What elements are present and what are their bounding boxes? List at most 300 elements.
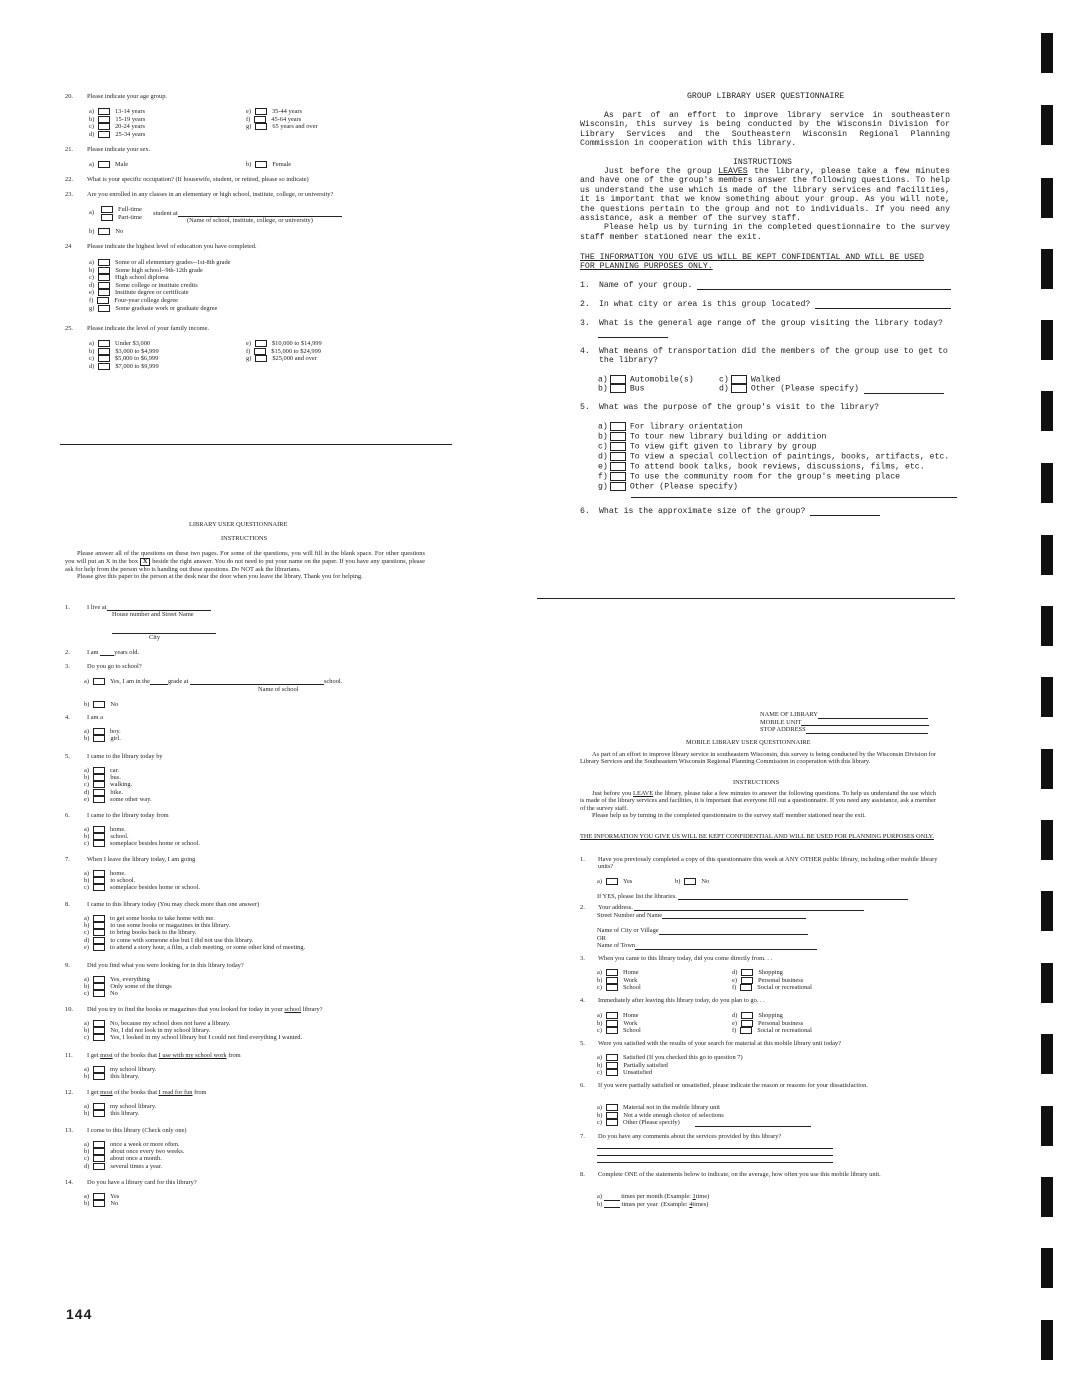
option-label: this library. xyxy=(110,1110,140,1118)
checkbox[interactable] xyxy=(606,878,618,885)
checkbox[interactable] xyxy=(98,108,110,115)
option-letter: a) xyxy=(84,976,89,983)
checkbox[interactable] xyxy=(606,1020,618,1027)
option-letter: b) xyxy=(84,774,90,782)
mobile-title: MOBILE LIBRARY USER QUESTIONNAIRE xyxy=(686,739,811,746)
bl-q3-no: b) No xyxy=(84,701,119,708)
checkbox[interactable] xyxy=(98,116,110,123)
option-row xyxy=(89,289,231,297)
question-text: library? xyxy=(302,1006,323,1013)
option-letter: c) xyxy=(597,1069,602,1077)
question-text: I read for fun xyxy=(158,1089,193,1096)
checkbox[interactable] xyxy=(254,116,266,123)
checkbox[interactable] xyxy=(741,969,753,976)
registration-mark xyxy=(1041,677,1053,717)
checkbox[interactable] xyxy=(93,774,105,781)
option-label: someplace besides home or school. xyxy=(109,884,200,892)
fill-line[interactable] xyxy=(864,393,944,394)
checkbox[interactable] xyxy=(93,1027,105,1034)
checkbox[interactable] xyxy=(610,432,626,441)
checkbox[interactable] xyxy=(93,833,105,840)
option-label: To view gift given to library by group xyxy=(629,442,817,452)
checkbox[interactable] xyxy=(731,384,747,393)
checkbox[interactable] xyxy=(606,1112,618,1119)
checkbox[interactable] xyxy=(93,1066,105,1073)
checkbox[interactable] xyxy=(93,937,105,944)
question-text: I am a xyxy=(87,714,103,721)
checkbox[interactable] xyxy=(98,363,110,370)
checkbox[interactable] xyxy=(741,1012,753,1019)
option-letter: a) xyxy=(597,1054,602,1061)
checkbox[interactable] xyxy=(93,990,105,997)
checkbox[interactable] xyxy=(93,767,105,774)
checkbox[interactable] xyxy=(98,259,110,266)
option-label: Shopping xyxy=(758,1012,783,1019)
registration-mark xyxy=(1041,320,1053,360)
question-text: school xyxy=(284,1006,302,1013)
street-note: House number and Street Name xyxy=(112,611,194,618)
checkbox[interactable] xyxy=(606,1012,618,1019)
checkbox[interactable] xyxy=(606,1069,618,1076)
option-letter: c) xyxy=(84,884,89,892)
checkbox[interactable] xyxy=(606,1104,618,1111)
checkbox[interactable] xyxy=(606,1054,618,1061)
option-row xyxy=(732,1027,812,1035)
option-letter: a) xyxy=(598,422,608,432)
option-row xyxy=(732,1020,812,1028)
question-22: 22. What is your specific occupation? (If housewife, student, or retired, please so indicate) xyxy=(65,176,309,183)
option-letter: a) xyxy=(597,969,602,976)
checkbox[interactable] xyxy=(93,1020,105,1027)
checkbox[interactable] xyxy=(610,384,626,393)
question-text: I came to the library today by xyxy=(87,753,163,760)
mobile-q3-right xyxy=(732,969,812,992)
option-label: to get some books to take home with me. xyxy=(109,915,215,922)
checkbox[interactable] xyxy=(98,282,110,289)
checkbox[interactable] xyxy=(610,375,626,384)
checkbox[interactable] xyxy=(98,289,110,296)
checkbox[interactable] xyxy=(93,929,105,936)
option-row xyxy=(84,826,200,833)
option-label: Social or recreational xyxy=(757,1027,812,1035)
option-letter: b) xyxy=(597,1061,603,1069)
option-label: this library. xyxy=(110,1073,140,1081)
registration-mark xyxy=(1041,1034,1053,1074)
city-note: City xyxy=(149,634,161,641)
checkbox[interactable] xyxy=(93,701,105,708)
option-label: Shopping xyxy=(758,969,783,976)
registration-mark xyxy=(1041,33,1053,73)
checkbox[interactable] xyxy=(740,984,752,991)
registration-mark xyxy=(1041,891,1053,931)
mobile-q7: 7. Do you have any comments about the services provided by this library? xyxy=(580,1133,782,1140)
option-row xyxy=(598,442,949,452)
question-text: of the books that xyxy=(114,1089,157,1096)
checkbox[interactable] xyxy=(684,878,696,885)
registration-mark xyxy=(1041,606,1053,646)
mobile-header-fields: NAME OF LIBRARY MOBILE UNIT STOP ADDRESS xyxy=(760,711,929,734)
bl-question-6 xyxy=(65,812,169,819)
bl-q7-options xyxy=(84,870,200,892)
checkbox[interactable] xyxy=(93,1163,105,1170)
checkbox[interactable] xyxy=(610,462,626,471)
option-letter: b) xyxy=(597,976,603,984)
checkbox[interactable] xyxy=(98,305,110,312)
checkbox[interactable] xyxy=(610,422,626,431)
checkbox[interactable] xyxy=(93,1073,105,1080)
option-row xyxy=(598,482,949,492)
bl-question-8 xyxy=(65,901,259,908)
fill-line[interactable] xyxy=(662,918,806,919)
group-q4-b: b) Bus xyxy=(598,384,645,394)
option-row xyxy=(597,1012,641,1020)
option-row xyxy=(598,472,949,482)
option-label: No, I did not look in my school library. xyxy=(110,1027,211,1035)
comment-line[interactable] xyxy=(597,1148,833,1149)
checkbox[interactable] xyxy=(93,1200,105,1207)
group-title: GROUP LIBRARY USER QUESTIONNAIRE xyxy=(687,92,845,101)
checkbox[interactable] xyxy=(610,482,626,491)
option-row xyxy=(84,1155,184,1162)
question-text: I came to this library today (You may check more than one answer) xyxy=(87,901,260,908)
option-label: No xyxy=(110,1200,119,1208)
registration-mark xyxy=(1041,178,1053,218)
option-letter: e) xyxy=(598,462,608,472)
fill-line[interactable] xyxy=(659,934,808,935)
option-row xyxy=(84,929,305,936)
registration-mark xyxy=(1041,820,1053,860)
option-letter: b) xyxy=(84,833,90,841)
checkbox[interactable] xyxy=(93,944,105,951)
question-21: 21. Please indicate your sex. xyxy=(65,146,151,153)
question-text: most xyxy=(100,1089,113,1096)
option-row xyxy=(84,833,200,840)
mobile-q1: 1. Have you previously completed a copy of this questionnaire this week at ANY OTHER public library, including other mobile library units? xyxy=(580,856,938,871)
checkbox[interactable] xyxy=(93,922,105,929)
option-row xyxy=(84,774,152,781)
option-letter: a) xyxy=(597,1104,602,1111)
mobile-q6-options xyxy=(597,1104,724,1127)
option-row xyxy=(84,1027,302,1034)
option-label: girl. xyxy=(110,735,121,743)
checkbox[interactable] xyxy=(98,267,110,274)
group-confidential: THE INFORMATION YOU GIVE US WILL BE KEPT CONFIDENTIAL AND WILL BE USED FOR PLANNING PURPOSES ONLY. xyxy=(580,253,924,272)
registration-mark xyxy=(1041,1320,1053,1360)
option-row xyxy=(84,1034,302,1041)
option-row xyxy=(84,789,152,796)
option-letter: g) xyxy=(598,483,608,493)
fill-line[interactable] xyxy=(806,733,928,734)
section-divider xyxy=(537,598,955,599)
question-number: 13. xyxy=(65,1127,73,1134)
option-label: to attend a story hour, a film, a club meeting, or some other kind of meeting. xyxy=(109,943,306,951)
checkbox[interactable] xyxy=(610,452,626,461)
option-letter: c) xyxy=(84,781,89,789)
checkbox[interactable] xyxy=(93,678,105,685)
mobile-q5-options xyxy=(597,1054,743,1077)
checkbox[interactable] xyxy=(93,983,105,990)
option-row xyxy=(84,781,152,788)
comment-line[interactable] xyxy=(597,1155,833,1156)
checkbox[interactable] xyxy=(93,728,105,735)
checkbox[interactable] xyxy=(93,976,105,983)
option-letter: b) xyxy=(84,1110,90,1118)
option-row xyxy=(84,1148,184,1155)
checkbox[interactable] xyxy=(606,1119,618,1126)
mobile-q1-yes: a) Yes xyxy=(597,878,633,885)
fill-line[interactable] xyxy=(697,289,951,290)
group-q4-c: c) Walked xyxy=(719,375,781,385)
option-row xyxy=(84,976,172,983)
fill-line[interactable] xyxy=(634,910,864,911)
checkbox[interactable] xyxy=(610,472,626,481)
checkbox[interactable] xyxy=(93,884,105,891)
option-label: To attend book talks, book reviews, discussions, films, etc. xyxy=(629,462,925,472)
option-letter: c) xyxy=(84,840,89,848)
option-label: High school diploma xyxy=(114,274,169,282)
option-label: to come with someone else but I did not use this library. xyxy=(110,936,254,944)
fill-line[interactable] xyxy=(604,1207,620,1208)
option-label: about once every two weeks. xyxy=(110,1148,185,1156)
option-letter: a) xyxy=(84,1193,89,1200)
option-label: home. xyxy=(109,870,126,877)
checkbox[interactable] xyxy=(93,1141,105,1148)
option-letter: d) xyxy=(598,452,608,462)
mobile-q2-street: Street Number and Name xyxy=(597,912,806,919)
bl-q5-options xyxy=(84,767,152,803)
checkbox[interactable] xyxy=(606,1027,618,1034)
question-number: 12. xyxy=(65,1089,73,1096)
option-letter: e) xyxy=(89,289,94,297)
option-letter: a) xyxy=(84,1020,89,1027)
option-letter: b) xyxy=(84,735,90,743)
question-number: 11. xyxy=(65,1052,73,1059)
city-line[interactable] xyxy=(112,633,216,634)
option-letter: c) xyxy=(84,990,89,998)
checkbox[interactable] xyxy=(741,977,753,984)
question-text: When I leave the library today, I am going xyxy=(87,856,196,863)
checkbox[interactable] xyxy=(93,915,105,922)
checkbox[interactable] xyxy=(93,1034,105,1041)
option-row xyxy=(84,1141,184,1148)
mobile-q8: 8. Complete ONE of the statements below to indicate, on the average, how often you use this mobile library unit. xyxy=(580,1171,881,1178)
option-letter: d) xyxy=(84,1162,90,1170)
option-label: bike. xyxy=(110,788,123,796)
option-letter: b) xyxy=(84,983,90,991)
option-row xyxy=(84,1066,156,1073)
option-row xyxy=(84,796,152,803)
bl-question-12 xyxy=(65,1089,207,1096)
question-text: I get xyxy=(87,1052,99,1059)
option-label: No xyxy=(109,990,118,998)
option-label: boy. xyxy=(109,728,121,735)
question-text: of the books that xyxy=(114,1052,157,1059)
option-letter: b) xyxy=(597,1111,603,1119)
checkbox[interactable] xyxy=(93,870,105,877)
option-label: Other (Please specify) xyxy=(622,1119,680,1127)
mobile-instructions: Just before you LEAVE the library, please take a few minutes to answer the following questions. To help us understand the use which is made of the library services and facilities, it is important that everyone fill out a questionnaire. If you need any assistance, ask a member of the survey staff. Please help us by turning in the completed questionnaire to the survey staff member stationed near the exit. xyxy=(580,790,936,820)
checkbox[interactable] xyxy=(98,355,110,362)
fill-line[interactable] xyxy=(810,515,880,516)
q25-options-left: a) Under $3,000 b) $3,000 to $4,999 c) $5,000 to $6,999 d) $7,000 to $9,999 xyxy=(89,340,159,370)
fill-line[interactable] xyxy=(631,497,957,498)
checkbox[interactable] xyxy=(740,1027,752,1034)
checkbox[interactable] xyxy=(610,442,626,451)
option-letter: b) xyxy=(597,1019,603,1027)
checkbox[interactable] xyxy=(93,1103,105,1110)
fill-line[interactable] xyxy=(815,308,951,309)
option-letter: d) xyxy=(84,936,90,944)
option-label: Partially satisfied xyxy=(623,1061,668,1069)
checkbox[interactable] xyxy=(606,969,618,976)
option-row xyxy=(732,984,812,992)
option-row xyxy=(89,259,231,267)
checkbox[interactable] xyxy=(101,214,113,221)
registration-mark xyxy=(1041,749,1053,789)
checkbox[interactable] xyxy=(93,789,105,796)
option-label: Yes, everything xyxy=(109,976,150,983)
question-text: I get xyxy=(87,1089,99,1096)
checkbox[interactable] xyxy=(254,348,266,355)
q24-options xyxy=(89,259,231,312)
question-text: I use with my school work xyxy=(158,1052,227,1059)
checkbox[interactable] xyxy=(93,735,105,742)
q23-option-a: a) Full-time Part-time xyxy=(89,206,142,221)
question-24: 24 Please indicate the highest level of education you have completed. xyxy=(65,243,257,250)
checkbox[interactable] xyxy=(93,840,105,847)
checkbox[interactable] xyxy=(255,161,267,168)
checkbox[interactable] xyxy=(606,1062,618,1069)
option-label: School xyxy=(622,984,641,992)
mobile-q4: 4. Immediately after leaving this library today, do you plan to go. . . xyxy=(580,997,765,1004)
option-row xyxy=(89,267,231,275)
bl-question-9 xyxy=(65,962,244,969)
checkbox[interactable] xyxy=(93,796,105,803)
checkbox[interactable] xyxy=(93,826,105,833)
checkbox[interactable] xyxy=(98,348,110,355)
mobile-q1-list: If YES, please list the libraries. xyxy=(597,893,908,900)
checkbox[interactable] xyxy=(98,274,110,281)
checkbox[interactable] xyxy=(93,1155,105,1162)
option-label: Four-year college degree xyxy=(114,296,179,304)
bl-q14-options xyxy=(84,1193,119,1207)
fill-line[interactable] xyxy=(598,337,668,338)
option-row xyxy=(598,432,949,442)
checkbox[interactable] xyxy=(606,984,618,991)
option-letter: d) xyxy=(84,788,90,796)
mobile-intro: As part of an effort to improve library service in southeastern Wisconsin, this survey is being conducted by the Wisconsin Division for Library Services and the Southeastern Wisconsin Regional Planning Commission in cooperation with this library. xyxy=(580,751,936,766)
checkbox[interactable] xyxy=(98,123,110,130)
checkbox[interactable] xyxy=(741,1020,753,1027)
question-text: I came to the library today from xyxy=(87,812,169,819)
option-label: Home xyxy=(622,1012,639,1019)
checkbox[interactable] xyxy=(93,877,105,884)
option-label: car. xyxy=(109,767,120,774)
bl-question-7 xyxy=(65,856,195,863)
option-label: Some high school--9th-12th grade xyxy=(115,266,203,274)
checkbox[interactable] xyxy=(606,977,618,984)
checkbox[interactable] xyxy=(93,781,105,788)
checkbox[interactable] xyxy=(93,1148,105,1155)
registration-mark xyxy=(1041,535,1053,575)
option-label: Institute degree or certificate xyxy=(114,289,189,297)
option-letter: f) xyxy=(732,984,737,992)
bl-q8-options xyxy=(84,915,305,951)
option-row xyxy=(597,1069,743,1077)
option-letter: g) xyxy=(89,304,95,312)
option-label: Unsatisfied xyxy=(622,1069,653,1077)
checkbox[interactable] xyxy=(255,108,267,115)
mobile-q8-options: a) times per month (Example: 1time) b) times per year (Example: 4times) xyxy=(597,1193,710,1208)
option-label: bus. xyxy=(110,774,121,782)
option-letter: b) xyxy=(84,1027,90,1035)
fill-line[interactable] xyxy=(635,949,817,950)
option-row xyxy=(84,840,200,847)
option-row xyxy=(84,1193,119,1200)
option-letter: c) xyxy=(84,1034,89,1042)
group-q2: 2. In what city or area is this group located? xyxy=(580,300,951,309)
option-letter: b) xyxy=(84,922,90,930)
question-25: 25. Please indicate the level of your family income. xyxy=(65,325,210,332)
question-number: 14. xyxy=(65,1179,73,1186)
checkbox[interactable] xyxy=(255,340,267,347)
school-line[interactable] xyxy=(190,684,324,685)
checkbox[interactable] xyxy=(98,161,110,168)
age-line[interactable] xyxy=(100,655,114,656)
option-row xyxy=(598,462,949,472)
checkbox[interactable] xyxy=(97,297,109,304)
bl-question-1: 1. I live at xyxy=(65,604,211,611)
option-letter: c) xyxy=(597,984,602,992)
option-row xyxy=(732,977,812,985)
option-row xyxy=(597,1020,641,1028)
fill-line[interactable] xyxy=(678,899,908,900)
option-label: School xyxy=(622,1027,641,1035)
checkbox[interactable] xyxy=(731,375,747,384)
option-row xyxy=(84,1103,156,1110)
option-row xyxy=(597,1027,641,1035)
option-row xyxy=(84,1110,156,1117)
checkbox[interactable] xyxy=(98,228,110,235)
fill-line[interactable] xyxy=(695,1126,811,1127)
checkbox[interactable] xyxy=(255,123,267,130)
option-letter: a) xyxy=(84,1103,89,1110)
mobile-q3: 3. When you came to this library today, did you come directly from. . . xyxy=(580,955,773,962)
bl-q4-options xyxy=(84,728,121,742)
checkbox[interactable] xyxy=(93,1193,105,1200)
comment-line[interactable] xyxy=(597,1162,833,1163)
option-label: my school library. xyxy=(109,1103,157,1110)
checkbox[interactable] xyxy=(93,1110,105,1117)
option-letter: a) xyxy=(84,1066,89,1073)
grade-line[interactable] xyxy=(150,684,168,685)
checkbox[interactable] xyxy=(98,131,110,138)
group-q4-a: a) Automobile(s) xyxy=(598,375,694,385)
option-label: to bring books back to the library. xyxy=(109,929,197,937)
instructions-paragraph: Please answer all of the questions on these two pages. For some of the questions, you will fill in the blank space. For other questions you will put an X in the box X beside the right answer. You do not need to put your name on the paper. If you have any questions, please ask for help from the person who is handing out these questions. Do NOT ask the librarians. Please give this paper to the person at the desk near the door when you leave the library. Thank you for helping. xyxy=(65,550,425,580)
checkbox[interactable] xyxy=(98,340,110,347)
group-q4-d: d) Other (Please specify) xyxy=(719,384,944,394)
option-row xyxy=(84,983,172,990)
option-letter: a) xyxy=(84,870,89,877)
option-letter: b) xyxy=(89,266,95,274)
checkbox[interactable] xyxy=(101,206,113,213)
option-row xyxy=(84,1200,119,1207)
bl-q10-options xyxy=(84,1020,302,1042)
bl-q3-yes: a) Yes, I am in the grade at school. xyxy=(84,678,343,685)
checkbox[interactable] xyxy=(255,355,267,362)
bl-question-2: 2. I am years old. xyxy=(65,649,140,656)
